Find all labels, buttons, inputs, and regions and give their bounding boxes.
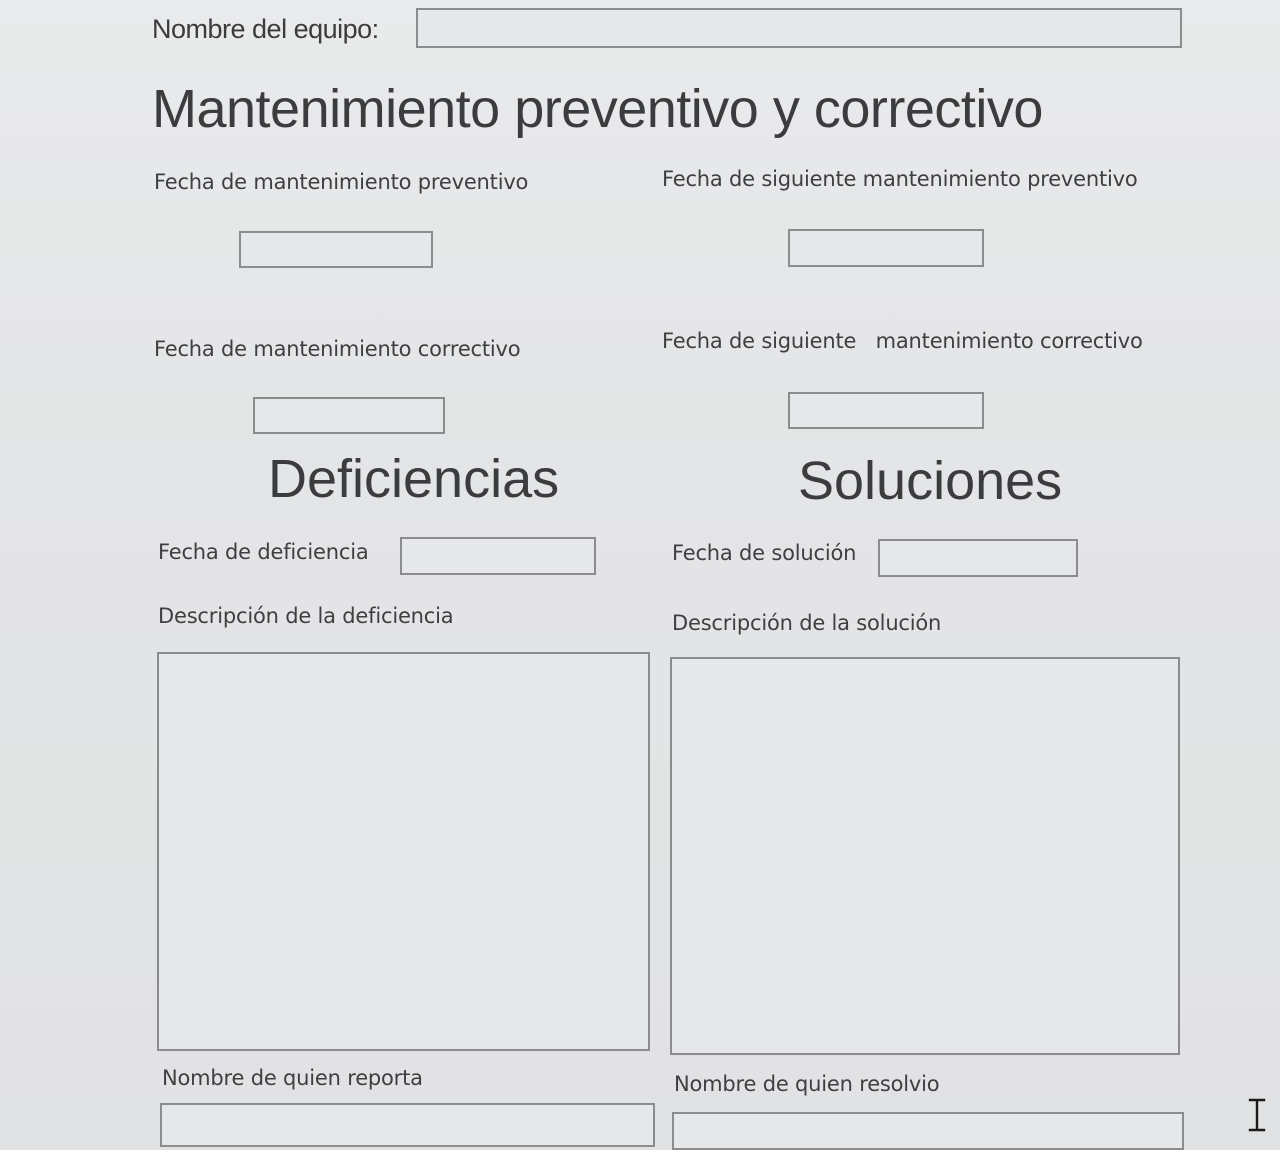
solutions-title: Soluciones	[798, 451, 1063, 511]
equipment-name-label: Nombre del equipo:	[152, 14, 379, 44]
resolver-name-input[interactable]	[672, 1112, 1184, 1150]
solution-date-input[interactable]	[878, 539, 1078, 577]
deficiencies-title: Deficiencias	[268, 449, 560, 509]
corrective-date-input[interactable]	[253, 397, 445, 434]
page-title: Mantenimiento preventivo y correctivo	[152, 79, 1043, 139]
deficiency-date-input[interactable]	[400, 537, 596, 575]
preventive-date-label: Fecha de mantenimiento preventivo	[154, 170, 529, 194]
next-preventive-date-input[interactable]	[788, 229, 984, 267]
next-preventive-date-label: Fecha de siguiente mantenimiento preventivo	[662, 167, 1138, 191]
equipment-name-input[interactable]	[416, 8, 1182, 48]
solution-date-label: Fecha de solución	[672, 541, 857, 565]
text-cursor-icon	[1246, 1098, 1268, 1132]
resolver-name-label: Nombre de quien resolvio	[674, 1072, 940, 1096]
reporter-name-label: Nombre de quien reporta	[162, 1066, 423, 1090]
preventive-date-input[interactable]	[239, 231, 433, 268]
reporter-name-input[interactable]	[160, 1103, 655, 1147]
next-corrective-date-label: Fecha de siguiente mantenimiento correctivo	[662, 329, 1143, 353]
next-corrective-date-input[interactable]	[788, 392, 984, 429]
deficiency-description-label: Descripción de la deficiencia	[158, 604, 454, 628]
solution-description-label: Descripción de la solución	[672, 611, 942, 635]
deficiency-date-label: Fecha de deficiencia	[158, 540, 369, 564]
deficiency-description-textarea[interactable]	[157, 652, 650, 1051]
corrective-date-label: Fecha de mantenimiento correctivo	[154, 337, 521, 361]
solution-description-textarea[interactable]	[670, 657, 1180, 1055]
